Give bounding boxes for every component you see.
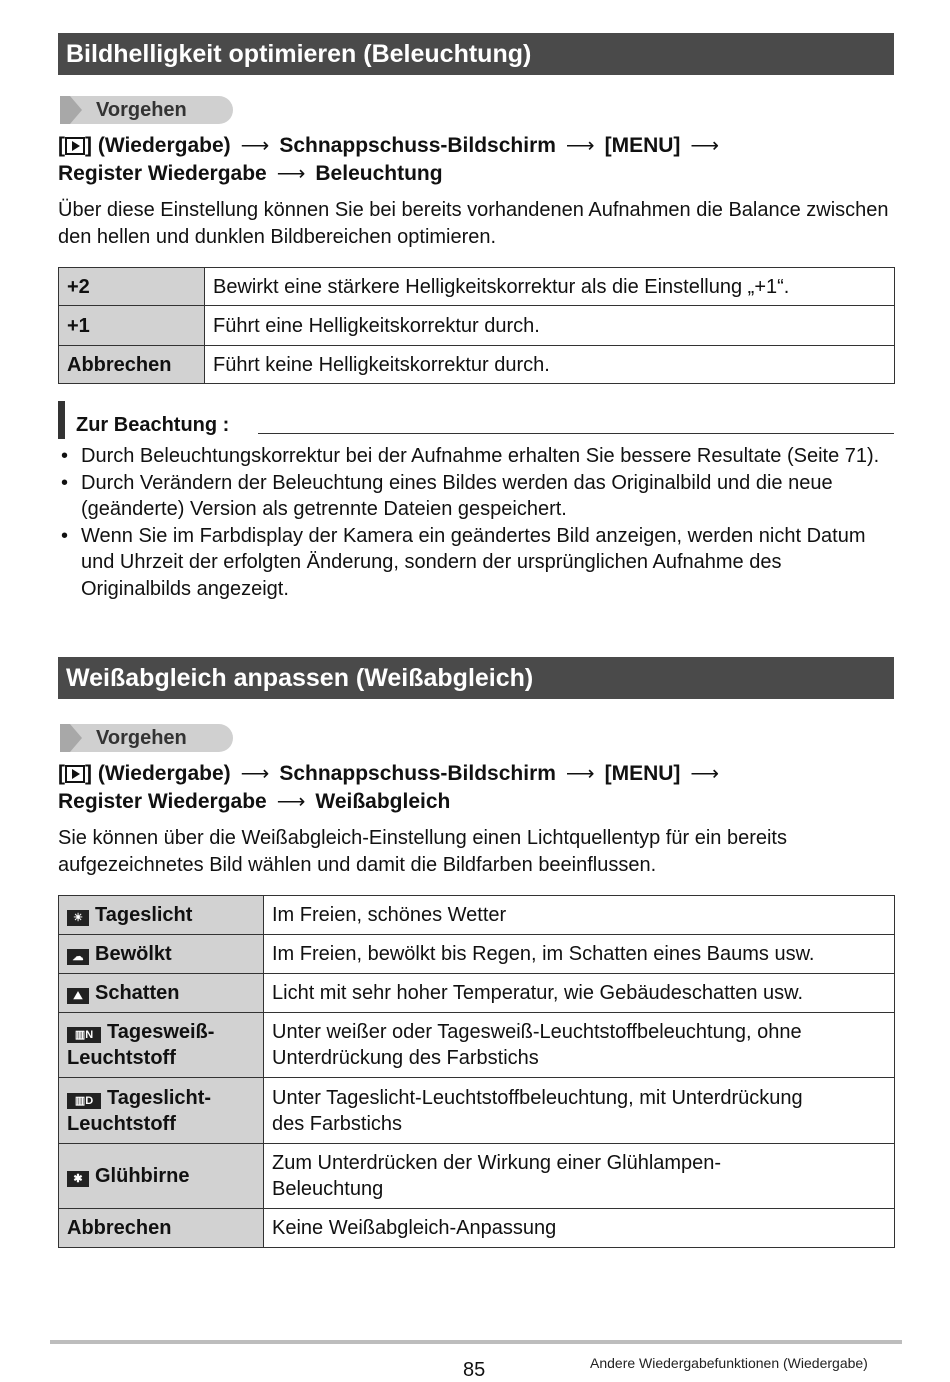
- arrow-right-icon: ⟶: [240, 763, 270, 785]
- option-desc-line: Zum Unterdrücken der Wirkung einer Glühlampen-: [272, 1152, 722, 1174]
- arrow-right-icon: ⟶: [240, 135, 270, 157]
- note-header: [58, 401, 894, 439]
- table-row: [59, 974, 895, 1013]
- option-key-text: Glühbirne: [95, 1165, 190, 1187]
- list-item: [58, 470, 894, 523]
- bullet-icon: •: [61, 524, 69, 547]
- option-key: [59, 935, 264, 974]
- option-key-text: Leuchtstoff: [67, 1047, 176, 1069]
- path-step-screen: Schnappschuss-Bildschirm: [279, 134, 556, 157]
- white-balance-table: [58, 895, 895, 1248]
- bulb-icon: ✱: [67, 1171, 89, 1187]
- table-row: [59, 346, 895, 384]
- intro-text: Sie können über die Weißabgleich-Einstellung einen Lichtquellentyp für ein bereits aufgezeichnetes Bild wählen und damit die Bildfarben beeinflussen.: [58, 827, 787, 876]
- option-key: [59, 896, 264, 935]
- option-desc-line: Beleuchtung: [272, 1178, 384, 1200]
- arrow-right-icon: ⟶: [276, 791, 306, 813]
- arrow-right-icon: ⟶: [565, 763, 595, 785]
- badge-marker-arrow: [70, 724, 82, 752]
- badge-marker: [60, 724, 70, 752]
- badge-marker-arrow: [70, 96, 82, 124]
- note-text: Durch Beleuchtungskorrektur bei der Aufnahme erhalten Sie bessere Resultate (Seite 71).: [81, 445, 880, 467]
- arrow-right-icon: ⟶: [690, 763, 720, 785]
- option-key-text: Leuchtstoff: [67, 1112, 176, 1135]
- path-step-tab: Register Wiedergabe: [58, 162, 267, 185]
- option-desc-line: Unter Tageslicht-Leuchtstoffbeleuchtung, mit Unterdrückung: [272, 1086, 803, 1109]
- note-rule: [258, 433, 894, 434]
- intro-text: Über diese Einstellung können Sie bei bereits vorhandenen Aufnahmen die Balance zwischen den hellen und dunklen Bildbereichen optimieren.: [58, 199, 889, 248]
- option-desc-line: Unterdrückung des Farbstichs: [272, 1047, 539, 1069]
- cloudy-icon: ☁: [67, 949, 89, 965]
- procedure-badge: [60, 96, 233, 124]
- option-desc-line: des Farbstichs: [272, 1112, 403, 1135]
- playback-icon: [65, 137, 85, 155]
- daylight-icon: ☀: [67, 910, 89, 926]
- option-desc: Keine Weißabgleich-Anpassung: [264, 1209, 895, 1248]
- table-row: [59, 1078, 895, 1144]
- option-key-text: Tagesweiß-: [107, 1021, 215, 1043]
- note-text: Wenn Sie im Farbdisplay der Kamera ein geändertes Bild anzeigen, werden nicht Datum und Uhrzeit der erfolgten Änderung, sondern der ursprünglichen Aufnahme des Originalbilds angezeigt.: [81, 524, 866, 600]
- option-desc-line: Unter weißer oder Tagesweiß-Leuchtstoffbeleuchtung, ohne: [272, 1021, 802, 1043]
- option-key: +2: [59, 268, 205, 306]
- option-key: Abbrechen: [59, 346, 205, 384]
- option-desc: Im Freien, bewölkt bis Regen, im Schatten eines Baums usw.: [264, 935, 895, 974]
- path-playback: ] (Wiedergabe): [85, 762, 231, 785]
- option-desc: Führt keine Helligkeitskorrektur durch.: [205, 346, 895, 384]
- footer-rule: [50, 1340, 902, 1344]
- table-row: [59, 306, 895, 346]
- menu-path-2: [ ] (Wiedergabe) ⟶ Schnappschuss-Bildschirm ⟶ [MENU] ⟶ Register Wiedergabe ⟶ Weißabgleich: [58, 760, 898, 816]
- page-number: 85: [463, 1359, 486, 1381]
- option-desc: Führt eine Helligkeitskorrektur durch.: [205, 306, 895, 346]
- option-key: [59, 1078, 264, 1144]
- section-title-weissabgleich: Weißabgleich anpassen (Weißabgleich): [58, 657, 894, 699]
- notes-list: [58, 443, 894, 602]
- path-step-menu: [MENU]: [604, 134, 681, 157]
- procedure-label: Vorgehen: [96, 99, 187, 121]
- table-row: [59, 896, 895, 935]
- section-title-beleuchtung: Bildhelligkeit optimieren (Beleuchtung): [58, 33, 894, 75]
- shade-icon: ⛰: [67, 988, 89, 1004]
- note-text: Durch Verändern der Beleuchtung eines Bildes werden das Originalbild und die neue (geänderte) Version als getrennte Dateien gespeichert.: [81, 471, 833, 520]
- option-key: +1: [59, 306, 205, 346]
- option-key-text: Schatten: [95, 982, 180, 1004]
- option-desc: [264, 1078, 895, 1144]
- arrow-right-icon: ⟶: [276, 163, 306, 185]
- procedure-badge: [60, 724, 233, 752]
- option-key-text: Tageslicht: [95, 904, 193, 926]
- note-bar: [58, 401, 65, 439]
- option-key: [59, 1013, 264, 1078]
- path-step-function: Beleuchtung: [315, 162, 443, 185]
- path-step-tab: Register Wiedergabe: [58, 790, 267, 813]
- table-row: [59, 1013, 895, 1078]
- badge-marker: [60, 96, 70, 124]
- path-step-menu: [MENU]: [604, 762, 681, 785]
- option-desc: [264, 1013, 895, 1078]
- option-key: [59, 974, 264, 1013]
- fluorescent-n-icon: ▥N: [67, 1027, 101, 1043]
- option-desc: Bewirkt eine stärkere Helligkeitskorrektur als die Einstellung „+1“.: [205, 268, 895, 306]
- path-playback: ] (Wiedergabe): [85, 134, 231, 157]
- option-desc: Licht mit sehr hoher Temperatur, wie Gebäudeschatten usw.: [264, 974, 895, 1013]
- bullet-icon: •: [61, 471, 69, 494]
- table-row: [59, 1144, 895, 1209]
- bullet-icon: •: [61, 445, 69, 467]
- chapter-title: Andere Wiedergabefunktionen (Wiedergabe): [590, 1355, 868, 1371]
- table-row: [59, 268, 895, 306]
- path-step-screen: Schnappschuss-Bildschirm: [279, 762, 556, 785]
- fluorescent-d-icon: ▥D: [67, 1093, 101, 1109]
- option-desc: [264, 1144, 895, 1209]
- list-item: [58, 523, 894, 603]
- path-step-function: Weißabgleich: [315, 790, 451, 813]
- table-row: [59, 935, 895, 974]
- arrow-right-icon: ⟶: [565, 135, 595, 157]
- option-key: Abbrechen: [59, 1209, 264, 1248]
- option-desc: Im Freien, schönes Wetter: [264, 896, 895, 935]
- option-key: [59, 1144, 264, 1209]
- procedure-label: Vorgehen: [96, 727, 187, 749]
- playback-icon: [65, 765, 85, 783]
- option-key-text: Tageslicht-: [107, 1086, 212, 1109]
- note-label: Zur Beachtung :: [76, 414, 230, 436]
- menu-path-1: [ ] (Wiedergabe) ⟶ Schnappschuss-Bildschirm ⟶ [MENU] ⟶ Register Wiedergabe ⟶ Beleuchtung: [58, 132, 898, 188]
- lighting-options-table: [58, 267, 895, 384]
- arrow-right-icon: ⟶: [690, 135, 720, 157]
- option-key-text: Bewölkt: [95, 943, 172, 965]
- list-item: [58, 443, 894, 470]
- table-row: [59, 1209, 895, 1248]
